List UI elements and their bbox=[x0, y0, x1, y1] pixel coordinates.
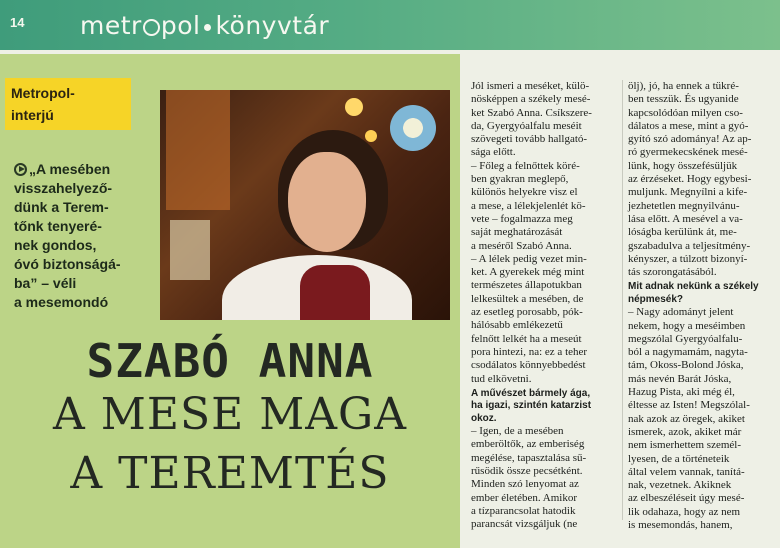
text-line: felnőtt lelkét ha a meseút bbox=[471, 332, 582, 345]
text-line: megszólal Gyergyóalfalu- bbox=[628, 332, 743, 345]
text-line: ben gyakran meglepő, bbox=[471, 173, 569, 186]
text-line: által velem vannak, tanítá- bbox=[628, 465, 745, 478]
text-line: emberöltők, az emberiség bbox=[471, 438, 585, 451]
text-line: szövegeti tovább hallgató- bbox=[471, 133, 588, 146]
quote-line: óvó biztonságá- bbox=[14, 256, 121, 272]
text-line: a meséről Szabó Anna. bbox=[471, 239, 572, 252]
quote-line: nek gondos, bbox=[14, 237, 97, 253]
text-line: Jól ismeri a meséket, külö- bbox=[471, 80, 590, 92]
text-line: nekem, hogy a meséimben bbox=[628, 319, 746, 332]
brand-left: metr bbox=[80, 11, 142, 40]
text-line: rűsödik össze pecsétként. bbox=[471, 464, 583, 477]
quote-line: visszahelyező- bbox=[14, 180, 113, 196]
text-line: lünk, hogy összefésüljük bbox=[628, 159, 738, 172]
decoration-icon bbox=[390, 105, 436, 151]
brand-right: könyvtár bbox=[215, 11, 330, 40]
headline-line2: A MESE MAGA bbox=[53, 389, 407, 440]
quote-line: „A mesében bbox=[29, 161, 111, 177]
section-label-line2: interjú bbox=[11, 107, 54, 123]
text-line: az esetleg porosabb, pók- bbox=[471, 306, 583, 319]
text-line: – A lélek pedig vezet min- bbox=[471, 252, 587, 265]
text-line: is mesemondás, hanem, bbox=[628, 519, 733, 532]
text-line: lóságba kerülünk át, me- bbox=[628, 226, 737, 239]
text-line: csodálatos könnyebbedést bbox=[471, 359, 586, 372]
text-line: más nevén Barát Jóska, bbox=[628, 372, 732, 385]
text-line: lyesen, de a történeteik bbox=[628, 452, 730, 465]
brand-mid: pol bbox=[160, 11, 201, 40]
text-line: A művészet bármely ága, bbox=[471, 387, 591, 399]
quote-line: ba” – véli bbox=[14, 275, 77, 291]
section-label-line1: Metropol- bbox=[11, 85, 75, 101]
text-line: gszabadulva a teljesítmény- bbox=[628, 239, 751, 252]
text-column-1 bbox=[471, 80, 619, 531]
quote-line: a mesemondó bbox=[14, 294, 109, 310]
text-line: pora hintezi, na: ez a teher bbox=[471, 345, 588, 358]
text-line: lása előtt. A mesével a va- bbox=[628, 212, 743, 225]
headline-name: SZABÓ ANNA bbox=[86, 334, 374, 388]
poster-shape bbox=[166, 90, 230, 210]
text-line: ket Szabó Anna. Csíkszere- bbox=[471, 106, 592, 119]
text-line: tud elkövetni. bbox=[471, 372, 532, 385]
text-line: kényszer, a túlzott bizonyí- bbox=[628, 252, 748, 265]
text-line: a tízparancsolat hatodik bbox=[471, 504, 576, 517]
headline-line3: A TEREMTÉS bbox=[70, 448, 390, 499]
text-line: az elbeszéléseit úgy mesé- bbox=[628, 492, 745, 505]
text-line: megélése, tapasztalása sű- bbox=[471, 451, 587, 464]
text-line: nak azok az öregek, akiket bbox=[628, 412, 745, 425]
text-line: ismerek, azok, akiket már bbox=[628, 425, 742, 438]
text-line: – Nagy adományt jelent bbox=[628, 306, 734, 319]
column1-body bbox=[471, 80, 619, 386]
text-line: lik odahaza, hogy az nem bbox=[628, 505, 741, 518]
lamp-icon bbox=[345, 98, 363, 116]
text-line: vete – fogalmazza meg bbox=[471, 212, 573, 225]
text-line: muljunk. Megnyílni a kife- bbox=[628, 186, 748, 199]
globe-icon bbox=[143, 19, 160, 36]
header-bar bbox=[0, 0, 780, 50]
column1-body-continued bbox=[471, 425, 619, 531]
text-line: nem ismerhettem személ- bbox=[628, 439, 742, 452]
text-line: tás szorongatásából. bbox=[628, 266, 717, 279]
text-line: ró gyermekecskének mesé- bbox=[628, 146, 748, 159]
text-line: nösképpen a székely mesé- bbox=[471, 93, 591, 106]
section-label bbox=[5, 78, 131, 130]
column2-subheading bbox=[628, 281, 776, 306]
text-line: tám, Okoss-Bolond Jóska, bbox=[628, 359, 744, 372]
text-line: nak, vezetnek. Akiknek bbox=[628, 479, 732, 492]
column1-subheading bbox=[471, 388, 619, 425]
text-line: különös helyekre visz el bbox=[471, 186, 578, 199]
text-line: ha igazi, szintén katarzist bbox=[471, 400, 592, 412]
text-line: ölj), jó, ha ennek a tükré- bbox=[628, 80, 739, 92]
text-line: hálósabb emlékezetű bbox=[471, 319, 563, 332]
text-line: Minden szó lenyomat az bbox=[471, 478, 579, 491]
text-line: sága előtt. bbox=[471, 146, 516, 159]
column2-body-continued bbox=[628, 306, 776, 532]
text-line: népmesék? bbox=[628, 293, 684, 305]
brand-logo bbox=[80, 11, 329, 40]
text-line: – Igen, de a mesében bbox=[471, 425, 564, 438]
text-line: természetes állapotukban bbox=[471, 279, 582, 292]
text-line: parancsát vizsgáljuk (ne bbox=[471, 518, 578, 531]
portrait-photo bbox=[160, 90, 450, 320]
paper-shape bbox=[170, 220, 210, 280]
text-line: Hazug Pista, aki még él, bbox=[628, 386, 735, 399]
text-line: saját meghatározását bbox=[471, 226, 563, 239]
text-line: dálatos a mese, mint a gyó- bbox=[628, 119, 749, 132]
text-column-2 bbox=[628, 80, 776, 532]
text-line: kapcsolódóan milyen cso- bbox=[628, 106, 743, 119]
text-line: az érzéseket. Hogy egybesi- bbox=[628, 173, 752, 186]
dot-icon bbox=[204, 24, 211, 31]
text-line: jezhetetlen megnyilvánu- bbox=[628, 199, 740, 212]
text-line: ket. A gyerekek még mint bbox=[471, 266, 585, 279]
lamp-icon bbox=[365, 130, 377, 142]
text-line: – Főleg a felnőttek köré- bbox=[471, 159, 580, 172]
text-line: da, Gyergyóalfalu meséit bbox=[471, 119, 582, 132]
page-number: 14 bbox=[10, 15, 25, 30]
text-line: okoz. bbox=[471, 412, 497, 424]
text-line: ember életében. Amikor bbox=[471, 491, 577, 504]
column2-body bbox=[628, 80, 776, 279]
text-line: lelkesültek a mesében, de bbox=[471, 292, 584, 305]
text-line: Mit adnak nekünk a székely bbox=[628, 281, 759, 293]
pull-quote bbox=[14, 160, 149, 312]
text-line: éltesse az Isten! Megszólal- bbox=[628, 399, 750, 412]
quote-line: dünk a Terem- bbox=[14, 199, 109, 215]
portrait-face bbox=[288, 152, 366, 252]
text-line: a mese, a lélekjelenlét kö- bbox=[471, 199, 586, 212]
text-line: ben tesszük. És ugyanide bbox=[628, 93, 739, 106]
text-line: ból a nagymamám, nagyta- bbox=[628, 346, 748, 359]
text-line: gyító szó adománya! Az ap- bbox=[628, 133, 752, 146]
column-divider bbox=[622, 80, 623, 520]
play-icon bbox=[14, 163, 27, 176]
portrait-vest bbox=[300, 265, 370, 320]
quote-line: tőnk tenyeré- bbox=[14, 218, 102, 234]
